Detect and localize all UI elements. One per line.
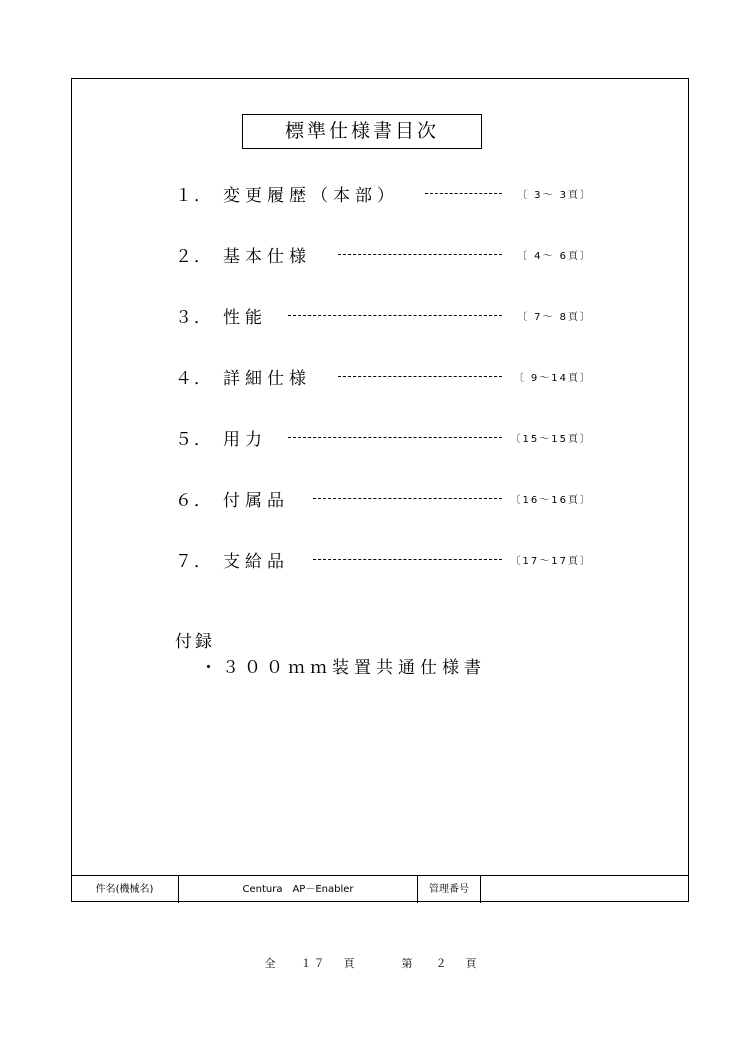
toc-number: ４． [175,369,213,389]
toc-pages: 〔 3～ 3頁〕 [516,190,592,201]
toc-pages: 〔17～17頁〕 [510,556,592,567]
footer-table [71,875,689,903]
toc-item [175,362,605,392]
page-count [0,955,743,971]
total-pages-label: 全 [264,957,278,970]
toc-label: 詳細仕様 [223,369,311,389]
control-number-label: 管理番号 [418,876,481,903]
toc-item [175,301,605,331]
current-page-unit: 頁 [465,957,479,970]
current-page-value: ２ [435,957,449,970]
document-title: 標準仕様書目次 [242,114,482,149]
toc-leader [288,315,502,316]
appendix-heading: 付録 [175,632,215,652]
total-pages-unit: 頁 [343,957,357,970]
current-page-label: 第 [401,957,415,970]
control-number-value [481,876,689,903]
toc-item [175,484,605,514]
toc-label: 支給品 [223,552,289,572]
toc-label: 性能 [223,308,267,328]
toc-leader [425,193,502,194]
toc-item [175,240,605,270]
toc-number: ２． [175,247,213,267]
toc-label: 用力 [223,430,267,450]
total-pages-value: １７ [300,957,327,970]
toc-pages: 〔 4～ 6頁〕 [516,251,592,262]
toc-label: 付属品 [223,491,289,511]
toc-leader [338,254,502,255]
toc-pages: 〔 9～14頁〕 [513,373,592,384]
toc-pages: 〔15～15頁〕 [510,434,592,445]
toc-number: ７． [175,552,213,572]
appendix-item: ・３００ｍｍ装置共通仕様書 [200,658,486,678]
toc-number: ３． [175,308,213,328]
toc-number: １． [175,186,213,206]
toc-leader [288,437,502,438]
toc-pages: 〔16～16頁〕 [510,495,592,506]
toc-leader [338,376,502,377]
machine-name-value: Centura AP－Enabler [179,876,418,903]
toc-item [175,545,605,575]
toc-number: ５． [175,430,213,450]
machine-name-label: 件名(機械名) [71,876,179,903]
toc-pages: 〔 7～ 8頁〕 [516,312,592,323]
table-of-contents [175,179,605,606]
toc-item [175,423,605,453]
toc-label: 基本仕様 [223,247,311,267]
toc-leader [313,498,502,499]
toc-number: ６． [175,491,213,511]
toc-item [175,179,605,209]
document-frame [71,78,689,902]
toc-leader [313,559,502,560]
toc-label: 変更履歴（本部） [223,186,399,206]
